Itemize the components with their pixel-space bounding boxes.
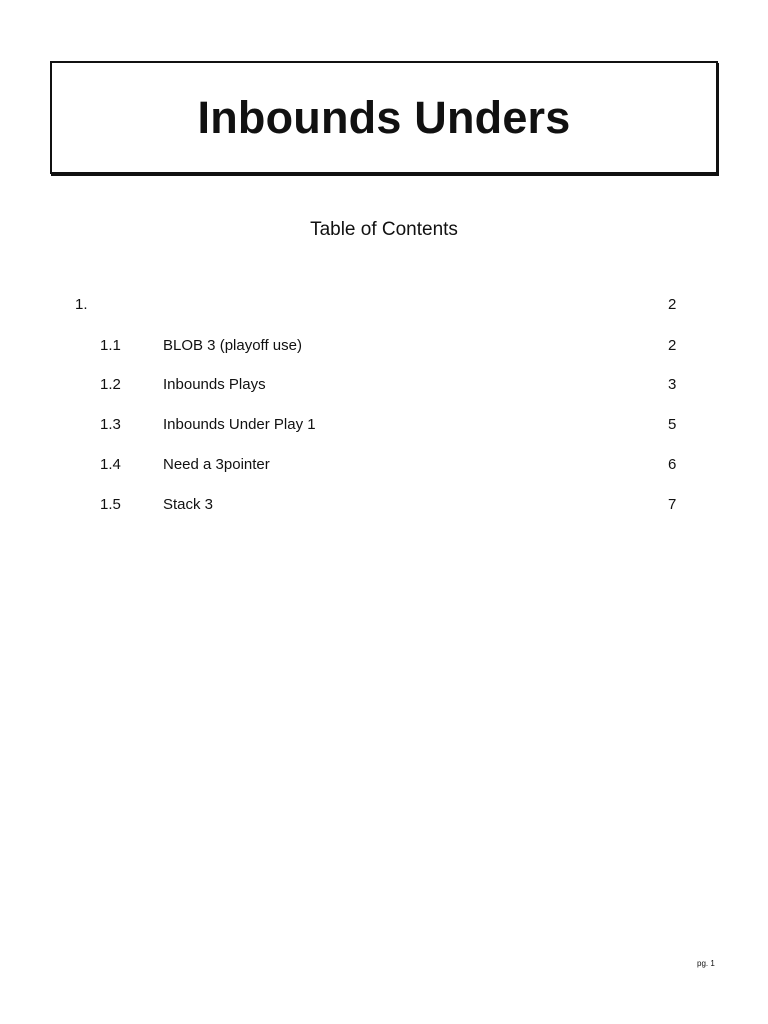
document-title: Inbounds Unders (197, 91, 571, 143)
toc-page-number: 6 (668, 456, 677, 473)
toc-number: 1.5 (100, 496, 121, 513)
toc-label: BLOB 3 (playoff use) (163, 337, 302, 354)
toc-row (0, 493, 768, 517)
toc-page-number: 7 (668, 496, 677, 513)
toc-page-number: 2 (668, 296, 677, 313)
title-box (50, 61, 718, 174)
toc-label: Stack 3 (163, 496, 214, 513)
toc-row (0, 453, 768, 477)
toc-number: 1.4 (100, 456, 121, 473)
toc-label: Inbounds Under Play 1 (163, 416, 316, 433)
toc-heading: Table of Contents (310, 219, 458, 240)
toc-number: 1.2 (100, 376, 121, 393)
toc-row (0, 334, 768, 358)
toc-page-number: 5 (668, 416, 677, 433)
toc-page-number: 2 (668, 337, 677, 354)
toc-row-section (0, 293, 768, 317)
page-footer: pg. 1 (697, 959, 715, 968)
toc-label: Inbounds Plays (163, 376, 266, 393)
toc-row (0, 413, 768, 437)
toc-number: 1. (75, 296, 88, 313)
toc-number: 1.3 (100, 416, 121, 433)
toc-page-number: 3 (668, 376, 677, 393)
toc-row (0, 373, 768, 397)
toc-number: 1.1 (100, 337, 121, 354)
toc-label: Need a 3pointer (163, 456, 270, 473)
